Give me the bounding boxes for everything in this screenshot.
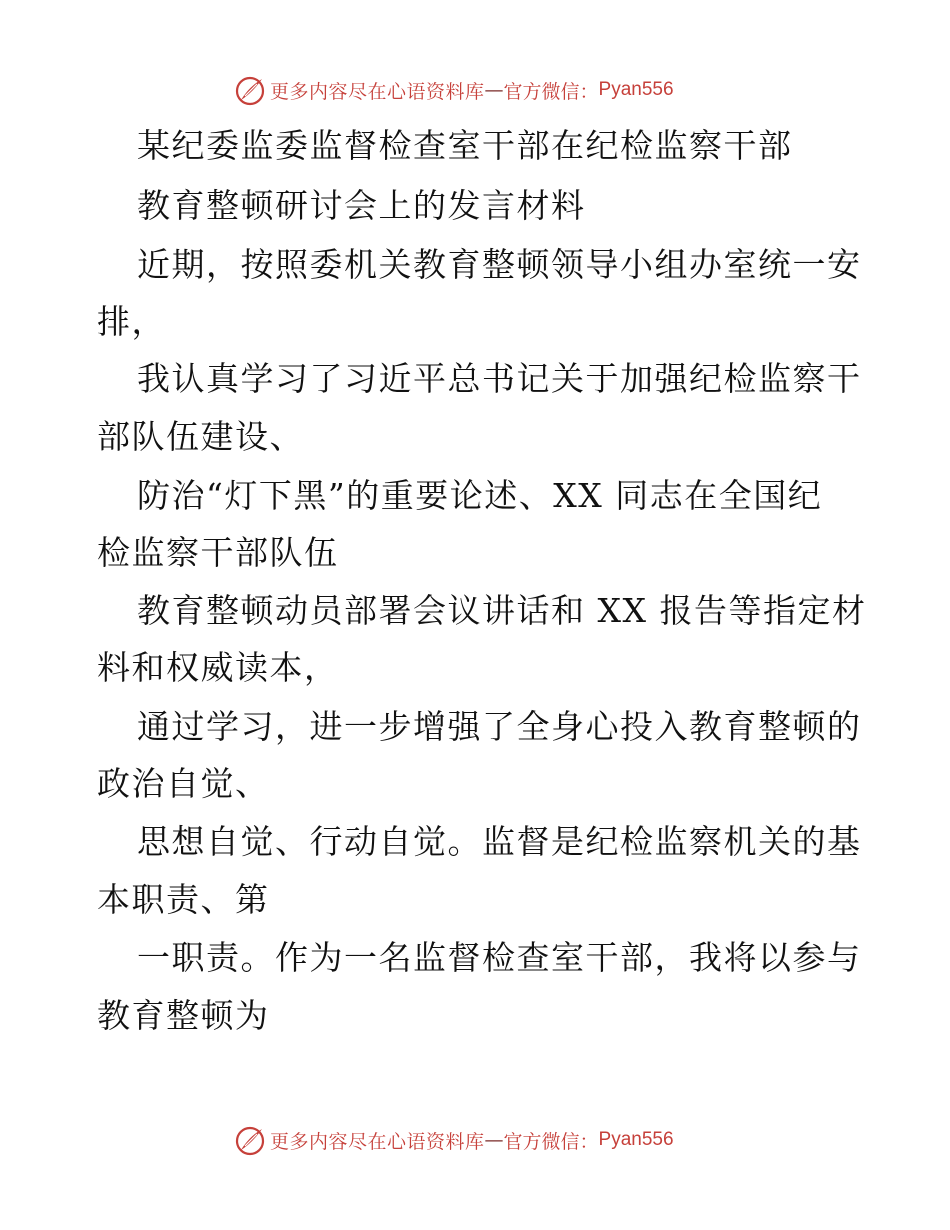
paragraph-line: 教育整顿为 (97, 996, 270, 1035)
banner-wechat-label: 官方微信： (503, 1130, 599, 1153)
paragraph-line: 近期，按照委机关教育整顿领导小组办室统一安 (137, 245, 862, 284)
banner-separator: — (484, 79, 504, 101)
title-line-1: 某纪委监委监督检查室干部在纪检监察干部 (137, 126, 793, 165)
paragraph-line: 一职责。作为一名监督检查室干部，我将以参与 (137, 938, 862, 977)
paragraph-line: 防治“灯下黑”的重要论述、XX 同志在全国纪 (137, 476, 823, 515)
paragraph-line: 料和权威读本， (97, 648, 339, 687)
footer-banner (0, 1120, 950, 1160)
quill-logo-icon (234, 1124, 266, 1156)
paragraph-line: 我认真学习了习近平总书记关于加强纪检监察干 (137, 359, 862, 398)
paragraph-line: 通过学习，进一步增强了全身心投入教育整顿的 (137, 707, 862, 746)
paragraph-line: 排， (97, 302, 166, 341)
banner-wechat-id: Pyan556 (598, 1129, 674, 1150)
header-banner (0, 70, 950, 110)
banner-separator: — (484, 1129, 504, 1151)
paragraph-line: 本职责、第 (97, 880, 270, 919)
banner-slogan: 更多内容尽在心语资料库 (270, 80, 485, 103)
banner-slogan: 更多内容尽在心语资料库 (270, 1130, 485, 1153)
banner-wechat-id: Pyan556 (598, 79, 674, 100)
paragraph-line: 检监察干部队伍 (97, 533, 339, 572)
paragraph-line: 教育整顿动员部署会议讲话和 XX 报告等指定材 (137, 591, 867, 630)
quill-logo-icon (234, 74, 266, 106)
paragraph-line: 思想自觉、行动自觉。监督是纪检监察机关的基 (137, 822, 862, 861)
banner-wechat-label: 官方微信： (503, 80, 599, 103)
title-line-2: 教育整顿研讨会上的发言材料 (137, 186, 586, 225)
paragraph-line: 部队伍建设、 (97, 417, 304, 456)
paragraph-line: 政治自觉、 (97, 764, 270, 803)
